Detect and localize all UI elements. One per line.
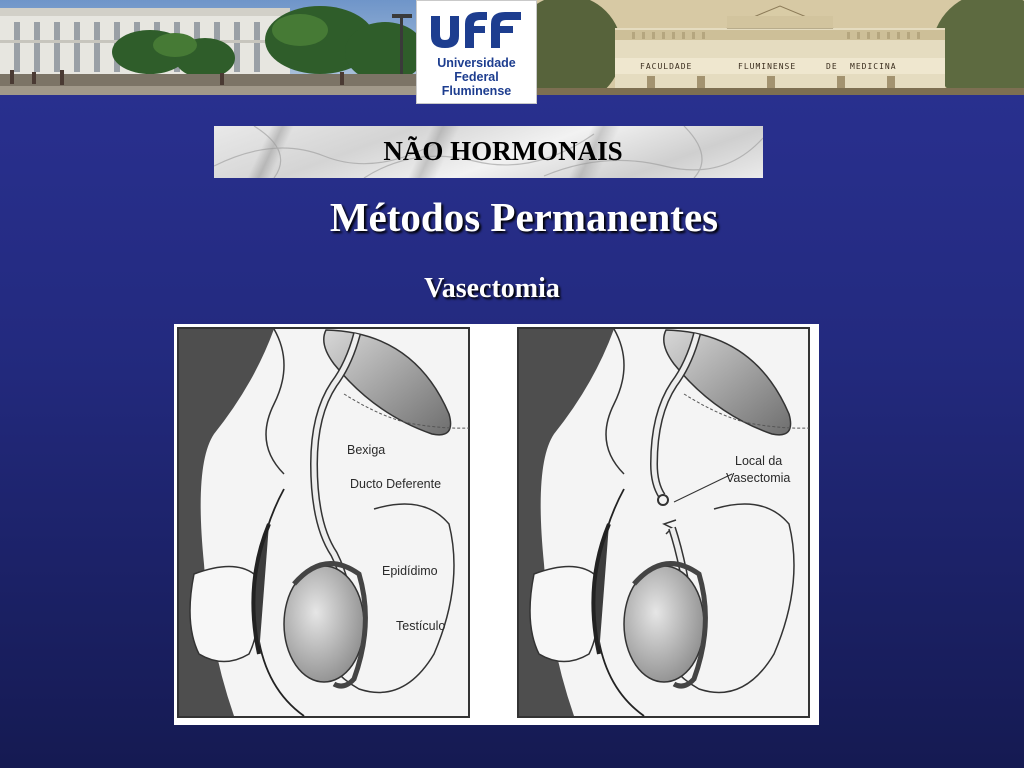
label-ducto-deferente: Ducto Deferente (350, 477, 442, 491)
facade-engraving-word: DE (826, 62, 838, 71)
university-logo (416, 0, 537, 104)
logo-text-line: Federal (454, 70, 499, 84)
label-testiculo: Testículo (396, 619, 446, 633)
subtitle-banner (214, 126, 763, 178)
facade-engraving-word: MEDICINA (850, 62, 897, 71)
logo-text-line: Fluminense (441, 84, 512, 98)
university-building-photo (0, 0, 416, 95)
uff-logo-mark (425, 6, 529, 54)
facade-engraving-word: FACULDADE (640, 62, 693, 71)
label-bexiga: Bexiga (347, 443, 386, 457)
vasectomy-diagram (174, 324, 819, 725)
logo-text-line: Universidade (437, 56, 516, 70)
anatomy-panel-before (178, 328, 469, 717)
page-title: Métodos Permanentes (329, 194, 719, 240)
facade-engraving-word: FLUMINENSE (738, 62, 797, 71)
subtitle: NÃO HORMONAIS (383, 136, 623, 166)
label-vasectomia: Vasectomia (726, 471, 791, 485)
faculty-of-medicine-photo (537, 0, 1024, 95)
label-epididimo: Epidídimo (382, 564, 438, 578)
topic-heading: Vasectomia (424, 273, 560, 304)
label-local-da: Local da (735, 454, 783, 468)
anatomy-panel-after (518, 328, 809, 717)
